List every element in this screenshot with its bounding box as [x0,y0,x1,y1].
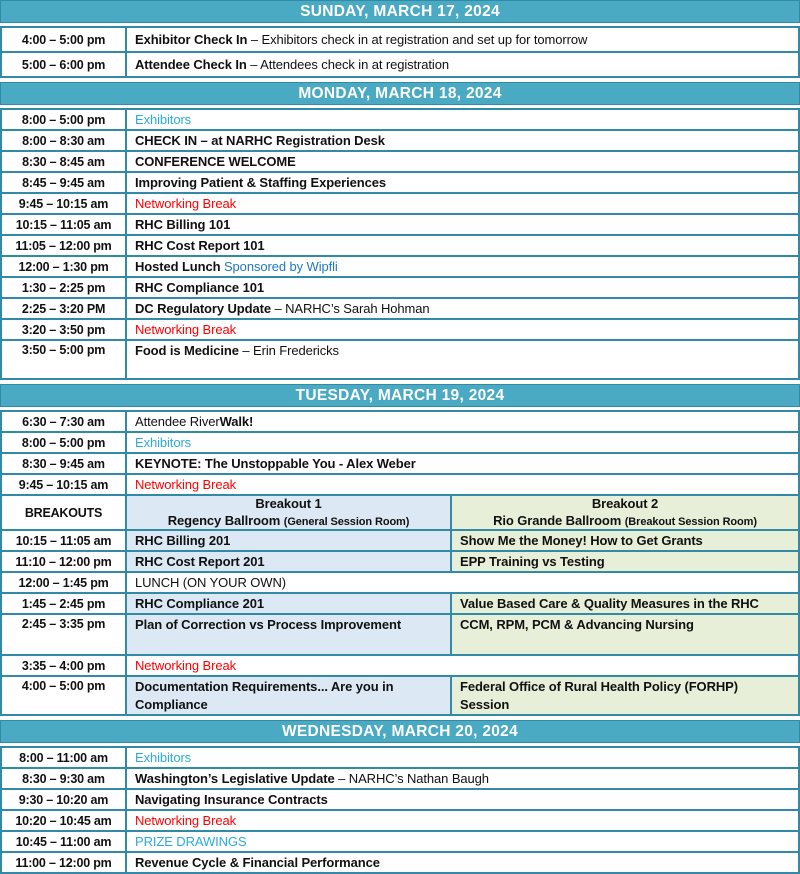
session-text: KEYNOTE: The Unstoppable You - Alex Weber [135,455,416,471]
session-cell [127,594,452,613]
session-cell [452,615,798,654]
session-line [135,616,442,634]
session-cell [127,677,452,714]
session-text: (General Session Room) [283,516,410,528]
schedule-row [2,788,798,809]
time-cell: 5:00 – 6:00 pm [2,53,127,76]
session-text: – Exhibitors check in at registration and set up for tomorrow [247,31,588,47]
time-cell: 6:30 – 7:30 am [2,412,127,431]
session-line [135,174,790,192]
day-section [0,384,800,716]
session-cell [127,257,798,276]
session-line [135,791,790,809]
time-cell: 8:45 – 9:45 am [2,173,127,192]
schedule-row [2,150,798,171]
session-text: DC Regulatory Update [135,300,271,316]
session-line [135,512,442,530]
session-text: Networking Break [135,321,236,337]
session-cell [127,615,452,654]
session-text: Improving Patient & Staffing Experiences [135,174,386,190]
session-cell [127,131,798,150]
session-text: CCM, RPM, PCM & Advancing Nursing [460,617,694,632]
session-text: Regency Ballroom [167,513,284,528]
session-text: RHC Compliance 201 [135,595,264,611]
session-line [460,553,790,571]
time-cell: 10:15 – 11:05 am [2,215,127,234]
session-text: Networking Break [135,476,236,492]
session-cell [127,341,798,378]
day-header: SUNDAY, MARCH 17, 2024 [0,0,800,23]
schedule-row [2,255,798,276]
session-cell [127,475,798,494]
time-cell: 8:30 – 8:45 am [2,152,127,171]
session-text: Documentation Requirements... Are you in Compliance [135,679,394,712]
session-cell [127,236,798,255]
session-text: Plan of Correction vs Process Improvement [135,617,402,632]
session-cell [127,832,798,851]
session-cell [127,811,798,830]
session-text: Networking Break [135,812,236,828]
schedule-row [2,318,798,339]
schedule-row [2,494,798,529]
session-line [135,434,790,452]
session-text: Breakout 1 [255,496,322,511]
time-cell: 8:00 – 8:30 am [2,131,127,150]
day-rows [0,26,800,78]
session-cell [127,433,798,452]
schedule-row [2,297,798,318]
time-cell: 8:00 – 5:00 pm [2,433,127,452]
session-text: Show Me the Money! How to Get Grants [460,532,703,548]
day-header: WEDNESDAY, MARCH 20, 2024 [0,720,800,743]
session-line [135,153,790,171]
session-text: – Erin Fredericks [238,343,339,358]
time-cell: 9:45 – 10:15 am [2,194,127,213]
session-text: Revenue Cycle & Financial Performance [135,854,380,870]
session-line [135,455,790,473]
time-cell: 9:30 – 10:20 am [2,790,127,809]
time-cell: 3:50 – 5:00 pm [2,341,127,378]
session-text: RHC Billing 101 [135,216,231,232]
session-line [135,532,442,550]
session-cell [127,454,798,473]
session-cell [127,552,452,571]
session-line [460,495,790,512]
session-line [460,616,790,634]
session-line [460,512,790,530]
day-header: MONDAY, MARCH 18, 2024 [0,82,800,105]
time-cell: 10:20 – 10:45 am [2,811,127,830]
schedule-row [2,809,798,830]
session-cell [127,152,798,171]
session-text: Networking Break [135,195,236,211]
time-cell: 11:10 – 12:00 pm [2,552,127,571]
session-line [135,770,790,788]
session-text: Federal Office of Rural Health Policy (FORHP) Session [460,679,738,712]
session-line [135,413,790,431]
schedule-row [2,234,798,255]
schedule-row [2,192,798,213]
time-cell: 8:00 – 5:00 pm [2,110,127,129]
session-text: Exhibitor Check In [135,31,248,47]
session-text: Exhibitors [135,111,192,127]
session-cell [127,173,798,192]
schedule-row [2,171,798,192]
session-text: Food is Medicine [135,343,239,358]
session-line [135,854,790,872]
schedule-row [2,571,798,592]
schedule-row [2,276,798,297]
session-text: RHC Billing 201 [135,532,231,548]
schedule-row [2,110,798,129]
session-cell [127,278,798,297]
session-text: – Attendees check in at registration [246,56,449,72]
session-text: RHC Cost Report 201 [135,553,265,569]
session-text: LUNCH (ON YOUR OWN) [135,574,286,590]
time-cell: 1:30 – 2:25 pm [2,278,127,297]
session-cell [127,215,798,234]
day-rows [0,108,800,380]
session-text: Exhibitors [135,434,192,450]
session-text: RHC Cost Report 101 [135,237,265,253]
session-cell [127,28,798,51]
time-cell: 10:45 – 11:00 am [2,832,127,851]
session-text: Rio Grande Ballroom [493,513,625,528]
session-text: Walk! [219,413,254,429]
session-line [135,111,790,129]
session-line [135,595,442,613]
session-cell [127,531,452,550]
session-line [135,321,790,339]
session-line [460,678,790,714]
session-line [135,279,790,297]
session-cell [127,110,798,129]
session-text: CONFERENCE WELCOME [135,153,296,169]
schedule-row [2,28,798,51]
schedule-row [2,748,798,767]
session-text: Exhibitors [135,749,192,765]
session-line [135,678,442,714]
session-text: Attendee River [135,413,220,429]
session-text: Attendee Check In [135,56,247,72]
schedule-row [2,767,798,788]
schedule-row [2,339,798,378]
day-header: TUESDAY, MARCH 19, 2024 [0,384,800,407]
time-cell: 2:45 – 3:35 pm [2,615,127,654]
session-line [135,342,790,360]
day-section [0,0,800,78]
time-cell: 4:00 – 5:00 pm [2,28,127,51]
session-text: PRIZE DRAWINGS [135,833,247,849]
session-cell [127,496,452,529]
session-cell [127,748,798,767]
session-cell [452,552,798,571]
session-line [135,476,790,494]
day-rows [0,746,800,874]
session-line [135,812,790,830]
session-cell [127,790,798,809]
session-line [135,833,790,851]
time-cell: 10:15 – 11:05 am [2,531,127,550]
time-cell: 1:45 – 2:45 pm [2,594,127,613]
session-line [135,553,442,571]
time-cell: 12:00 – 1:45 pm [2,573,127,592]
session-cell [127,769,798,788]
session-line [135,56,790,74]
session-text: Sponsored by Wipfli [223,258,338,274]
time-cell: 8:30 – 9:45 am [2,454,127,473]
schedule-row [2,473,798,494]
session-cell [452,594,798,613]
session-text: Breakout 2 [591,496,659,511]
time-cell: 4:00 – 5:00 pm [2,677,127,714]
schedule-row [2,412,798,431]
schedule-row [2,592,798,613]
session-text: Washington’s Legislative Update [135,770,335,786]
schedule-row [2,452,798,473]
day-section [0,720,800,874]
session-line [460,532,790,550]
session-text: Networking Break [135,657,236,673]
day-section [0,82,800,380]
schedule-row [2,529,798,550]
session-text: Hosted Lunch [135,258,224,274]
session-line [135,237,790,255]
session-cell [127,573,798,592]
schedule-row [2,213,798,234]
session-cell [127,412,798,431]
schedule-row [2,613,798,654]
session-text: Value Based Care & Quality Measures in the RHC [460,595,759,611]
session-cell [127,299,798,318]
session-line [135,216,790,234]
session-cell [452,496,798,529]
session-cell [127,53,798,76]
time-cell: 11:05 – 12:00 pm [2,236,127,255]
session-text: RHC Compliance 101 [135,279,264,295]
session-line [135,258,790,276]
schedule-row [2,851,798,872]
session-cell [452,677,798,714]
time-cell: 3:20 – 3:50 pm [2,320,127,339]
schedule-row [2,675,798,714]
time-cell: 3:35 – 4:00 pm [2,656,127,675]
schedule-row [2,129,798,150]
time-cell: 2:25 – 3:20 PM [2,299,127,318]
session-line [135,132,790,150]
schedule-row [2,51,798,76]
session-text: CHECK IN – at NARHC Registration Desk [135,132,385,148]
session-text: – NARHC’s Sarah Hohman [270,300,430,316]
session-cell [127,194,798,213]
session-text: Navigating Insurance Contracts [135,791,328,807]
day-rows [0,410,800,716]
schedule-row [2,830,798,851]
session-line [135,749,790,767]
session-line [135,195,790,213]
session-line [135,574,790,592]
session-text: EPP Training vs Testing [460,553,605,569]
session-line [135,300,790,318]
session-cell [127,656,798,675]
time-cell: 12:00 – 1:30 pm [2,257,127,276]
session-text: (Breakout Session Room) [624,516,757,528]
session-cell [452,531,798,550]
time-cell: 8:00 – 11:00 am [2,748,127,767]
session-text: – NARHC’s Nathan Baugh [334,770,489,786]
session-line [135,657,790,675]
schedule-row [2,654,798,675]
time-cell: BREAKOUTS [2,496,127,529]
session-line [460,595,790,613]
session-line [135,495,442,512]
time-cell: 9:45 – 10:15 am [2,475,127,494]
time-cell: 11:00 – 12:00 pm [2,853,127,872]
session-cell [127,320,798,339]
schedule-row [2,550,798,571]
schedule-row [2,431,798,452]
session-cell [127,853,798,872]
time-cell: 8:30 – 9:30 am [2,769,127,788]
session-line [135,31,790,49]
